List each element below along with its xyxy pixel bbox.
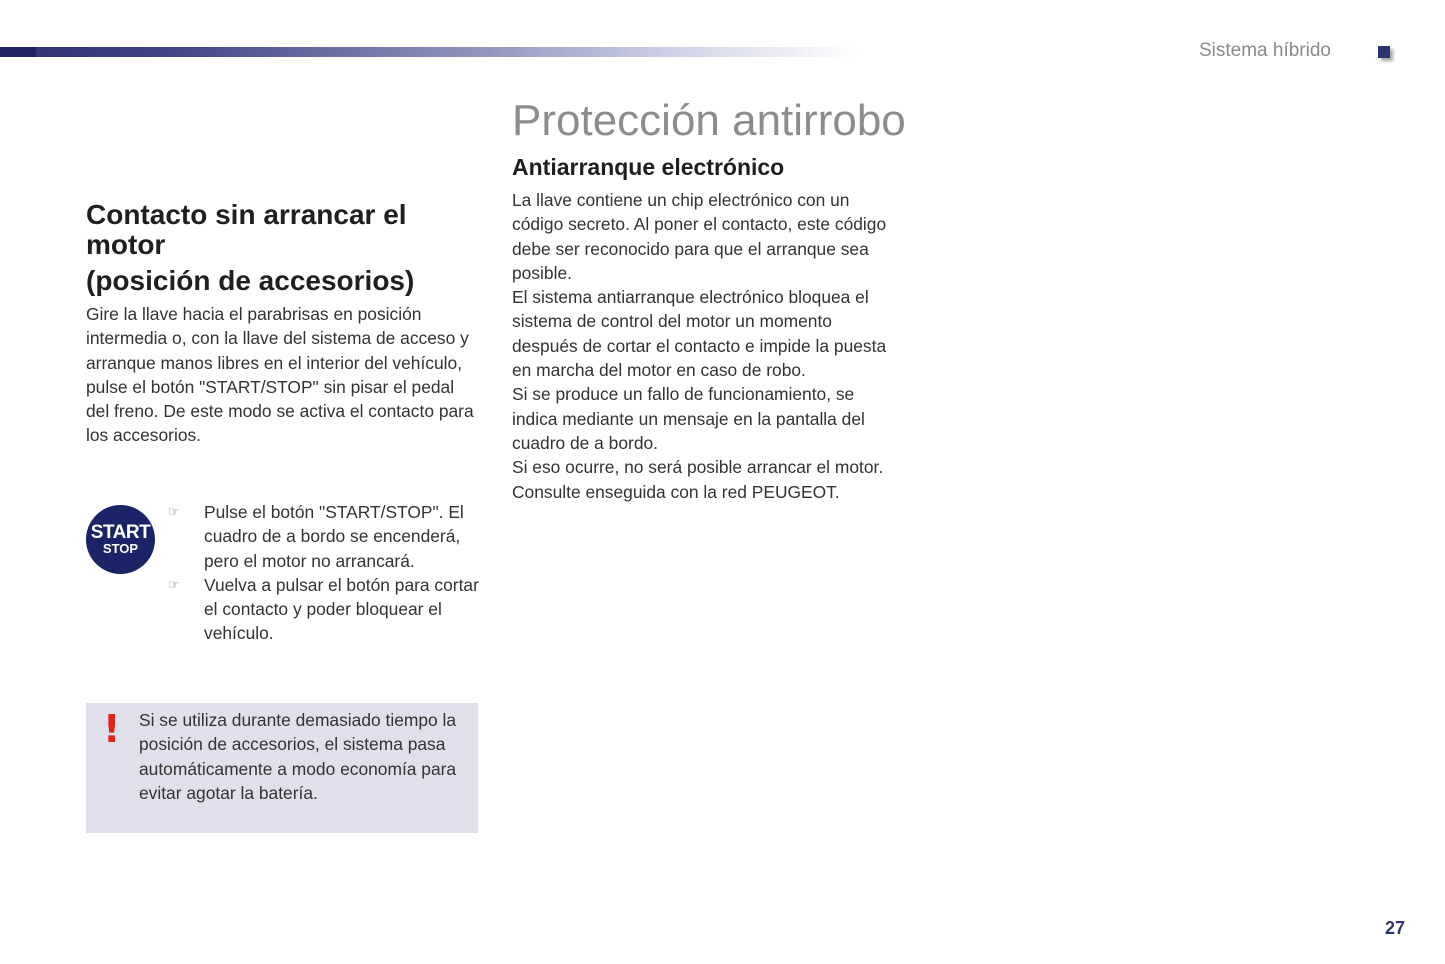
page-title: Protección antirrobo bbox=[512, 96, 906, 145]
start-label: START bbox=[90, 522, 151, 543]
list-item bbox=[168, 573, 488, 646]
pointing-hand-icon: ☞ bbox=[168, 576, 180, 592]
paragraph: Si se produce un fallo de funcionamiento, se indica mediante un mensaje en la pantalla del cuadro de a bordo. bbox=[512, 384, 865, 453]
page-number: 27 bbox=[1384, 918, 1405, 938]
list-item bbox=[168, 500, 488, 573]
left-column bbox=[86, 200, 481, 448]
header-bar-accent bbox=[0, 47, 36, 57]
start-stop-button-icon bbox=[86, 505, 155, 574]
step-text: Pulse el botón "START/STOP". El cuadro de a bordo se encenderá, pero el motor no arrancará. bbox=[204, 502, 464, 571]
accessory-position-heading bbox=[86, 200, 481, 296]
stop-label: STOP bbox=[102, 541, 139, 556]
pointing-hand-icon: ☞ bbox=[168, 504, 180, 519]
header-gradient-bar bbox=[0, 47, 860, 57]
paragraph: La llave contiene un chip electrónico con un código secreto. Al poner el contacto, este código debe ser reconocido para que el arranque sea posible. bbox=[512, 190, 887, 283]
heading-line-1: Contacto sin arrancar el bbox=[86, 199, 407, 230]
heading-line-3: (posición de accesorios) bbox=[86, 265, 415, 296]
steps-list bbox=[168, 500, 488, 646]
section-title: Sistema híbrido bbox=[1198, 40, 1331, 61]
paragraph: El sistema antiarranque electrónico bloquea el sistema de control del motor un momento después de cortar el contacto e impide la puesta en marcha del motor en caso de robo. bbox=[512, 287, 887, 381]
immobiliser-heading: Antiarranque electrónico bbox=[512, 154, 785, 180]
section-marker-square bbox=[1378, 46, 1390, 58]
warning-text: Si se utiliza durante demasiado tiempo la posición de accesorios, el sistema pasa automáticamente a modo economía para evitar agotar la batería. bbox=[139, 710, 457, 803]
immobiliser-text bbox=[512, 188, 902, 504]
heading-line-2: motor bbox=[86, 229, 166, 260]
step-text: Vuelva a pulsar el botón para cortar el contacto y poder bloquear el vehículo. bbox=[204, 574, 479, 644]
exclamation-icon: ! bbox=[103, 707, 121, 751]
accessory-position-paragraph: Gire la llave hacia el parabrisas en posición intermedia o, con la llave del sistema de acceso y arranque manos libres en el interior del vehículo, pulse el botón "START/STOP" sin pisar el pedal del freno. De este modo se activa el contacto para los accesorios. bbox=[86, 304, 474, 446]
right-column bbox=[512, 152, 902, 504]
paragraph: Si eso ocurre, no será posible arrancar el motor. Consulte enseguida con la red PEUGEOT. bbox=[512, 457, 884, 502]
warning-note bbox=[86, 703, 478, 833]
start-stop-section bbox=[86, 500, 481, 680]
